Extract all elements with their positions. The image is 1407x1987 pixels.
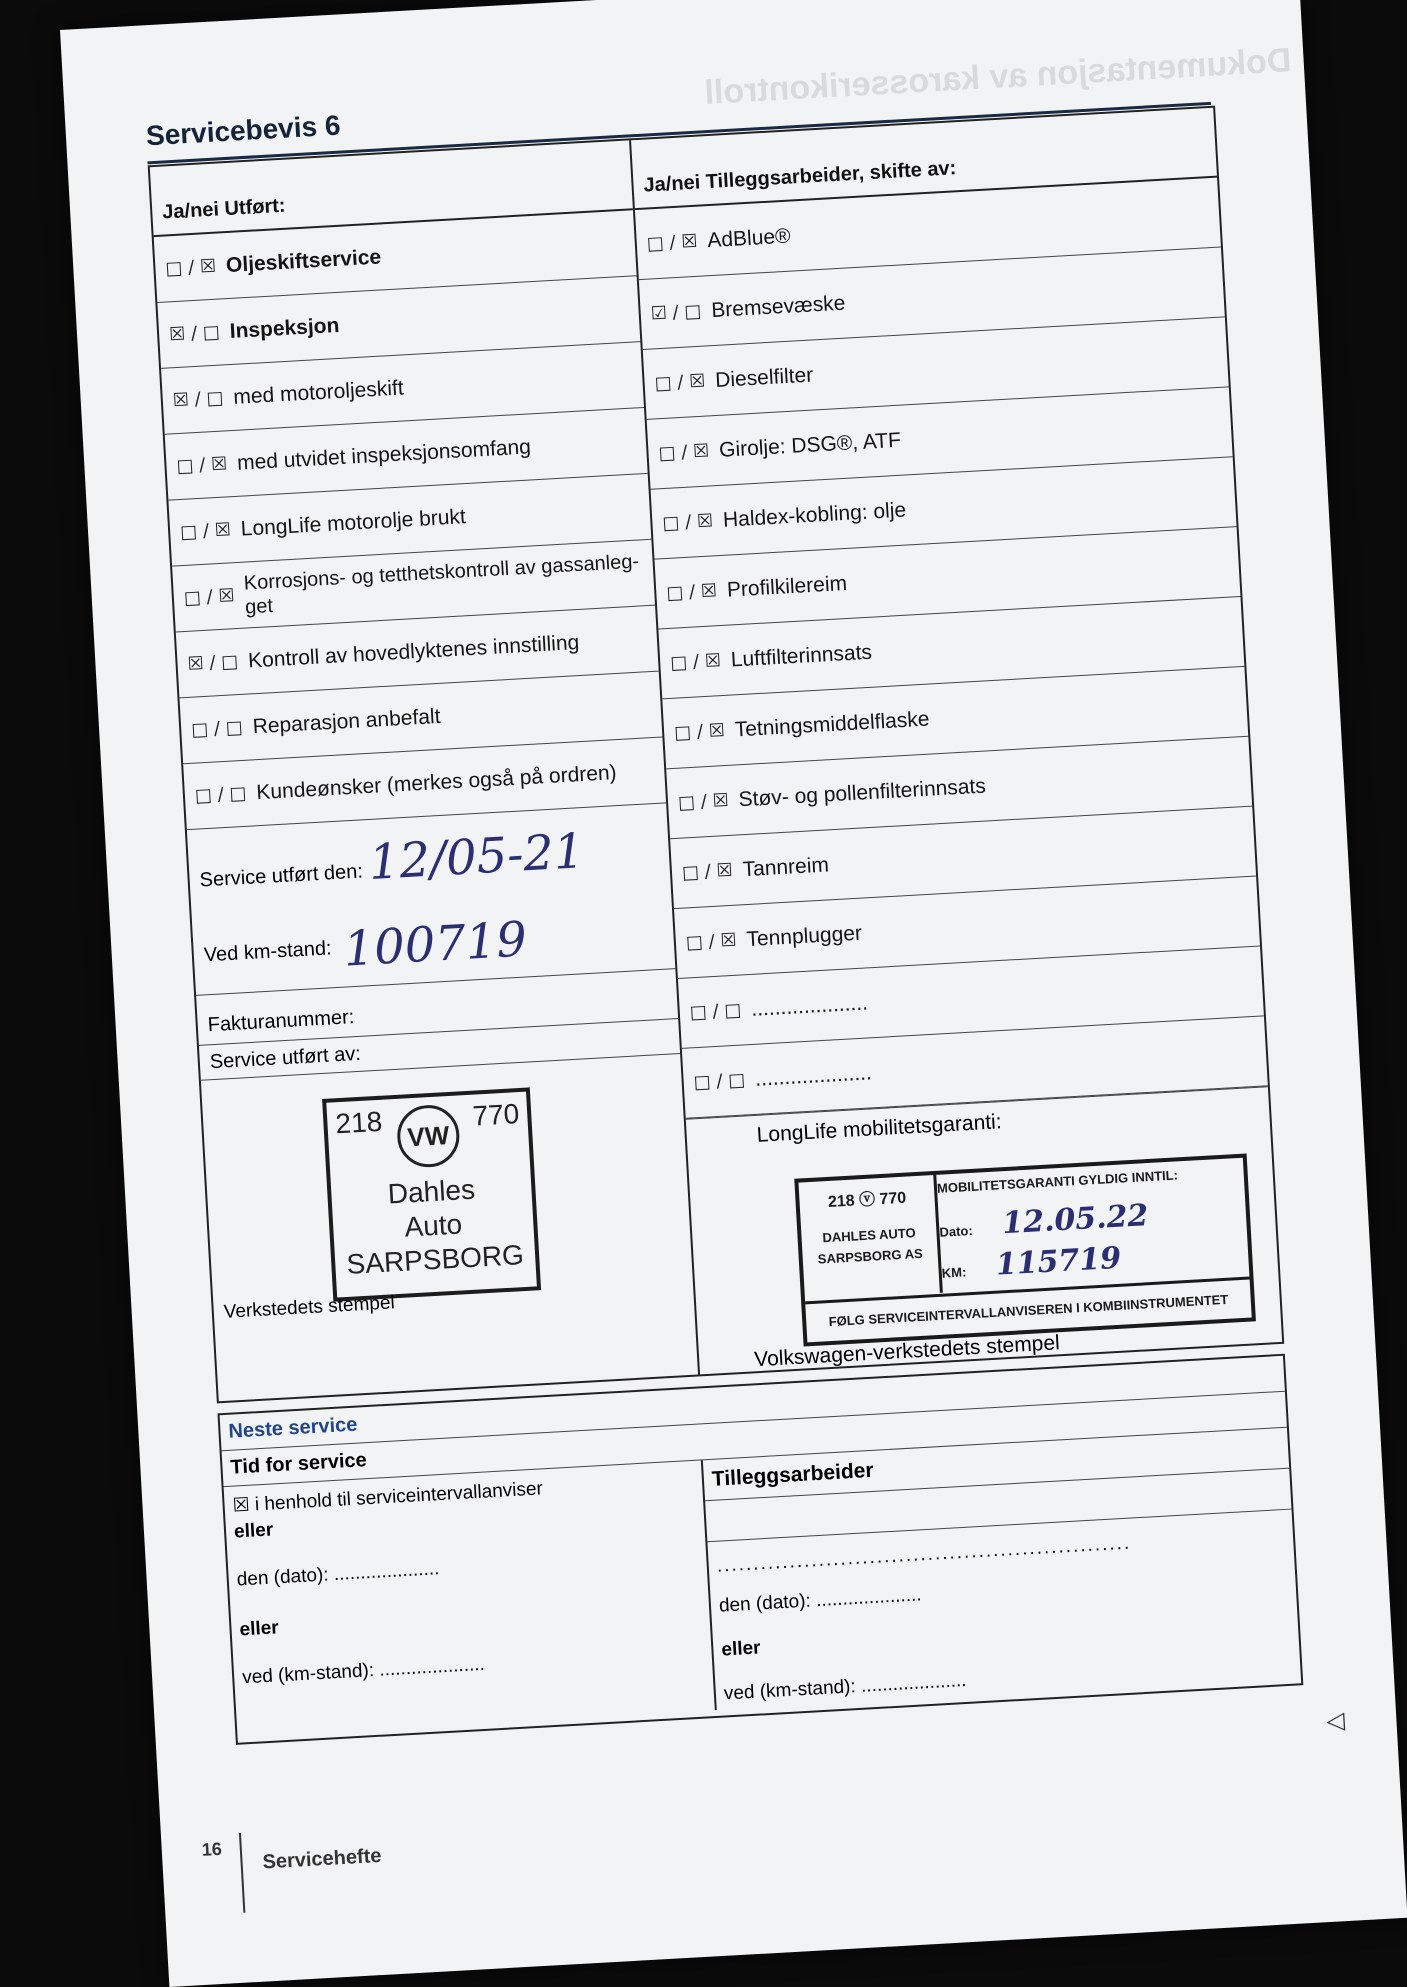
yes-no-checkboxes[interactable]: ☒ / □	[168, 321, 221, 346]
left-row-label: med utvidet inspeksjonsomfang	[236, 434, 532, 475]
left-row-label: Inspeksjon	[229, 313, 340, 343]
yes-no-checkboxes[interactable]: □ / ☒	[669, 650, 722, 674]
interval-option[interactable]: ☒ i henhold til serviceintervallanviser	[232, 1478, 544, 1517]
mob-stamp-footer: FØLG SERVICEINTERVALLANVISEREN I KOMBIINSTRUMENTET	[805, 1277, 1252, 1343]
bleed-through-text: Dokumentasjon av karosserikontroll	[703, 41, 1293, 113]
yes-no-checkboxes[interactable]: ☑ / □	[650, 300, 702, 325]
left-row-label: Korrosjons- og tetthetskontroll av gassanleg-get	[243, 550, 640, 619]
left-row-label: Reparasjon anbefalt	[252, 704, 442, 738]
stamp-number-left: 218	[334, 1105, 383, 1140]
mob-stamp-nums: 218 ⓥ 770	[827, 1189, 907, 1211]
right-row-label: Støv- og pollenfilterinnsats	[738, 774, 987, 811]
next-km-field[interactable]: ved (km-stand): ....................	[241, 1653, 486, 1689]
right-row-label: Tennplugger	[745, 921, 863, 951]
right-row-label: ....................	[754, 1060, 873, 1091]
stamp-line-3: SARPSBORG	[345, 1239, 525, 1280]
left-row-label: LongLife motorolje brukt	[240, 504, 467, 541]
left-row-label: med motoroljeskift	[232, 375, 405, 409]
next-service-section	[217, 1354, 1303, 1745]
mobility-stamp	[794, 1154, 1256, 1347]
yes-no-checkboxes[interactable]: □ / ☒	[183, 585, 236, 609]
left-row-label: Kundeønsker (merkes også på ordren)	[255, 760, 618, 804]
yes-no-checkboxes[interactable]: ☒ / □	[172, 387, 225, 412]
right-row-label: Dieselfilter	[714, 363, 814, 392]
invoice-label: Fakturanummer:	[207, 1006, 355, 1037]
mobility-guarantee-area	[686, 1086, 1282, 1374]
yes-no-checkboxes[interactable]: □ / ☒	[661, 510, 714, 535]
yes-no-checkboxes[interactable]: ☒ / □	[187, 651, 239, 675]
mob-km-label: KM:	[941, 1264, 967, 1281]
page-title: Servicebevis 6	[145, 109, 342, 152]
yes-no-checkboxes[interactable]: □ / □	[689, 999, 742, 1024]
performed-header: Ja/nei Utført:	[150, 140, 633, 237]
or-label-1: eller	[233, 1519, 274, 1543]
yes-no-checkboxes[interactable]: □ / ☒	[654, 370, 706, 395]
next-date-field[interactable]: den (dato): ....................	[236, 1558, 440, 1591]
page-turn-arrow-icon: ◁	[1325, 1706, 1346, 1735]
yes-no-checkboxes[interactable]: □ / □	[190, 716, 244, 741]
left-row-label: Kontroll av hovedlyktenes innstilling	[247, 630, 580, 672]
stamp-number-right: 770	[471, 1098, 521, 1132]
yes-no-checkboxes[interactable]: □ / □	[194, 782, 248, 807]
mob-km-value[interactable]: 115719	[994, 1240, 1122, 1283]
service-date-value[interactable]: 12/05-21	[367, 823, 586, 892]
extra-date-field[interactable]: den (dato): ....................	[718, 1584, 923, 1617]
mob-date-value[interactable]: 12.05.22	[1001, 1198, 1150, 1242]
right-row-label: Tannreim	[741, 852, 830, 881]
mob-stamp-dealer-2: SARPSBORG AS	[817, 1245, 924, 1267]
performed-by-label: Service utført av:	[209, 1042, 362, 1074]
right-row-label: AdBlue®	[706, 224, 792, 252]
performed-column	[150, 140, 700, 1401]
right-row-label: Tetningsmiddelflaske	[734, 707, 931, 741]
left-row-label: Oljeskiftservice	[225, 244, 382, 277]
mob-stamp-heading: MOBILITETSGARANTI GYLDIG INNTIL:	[936, 1167, 1179, 1196]
vw-logo-icon: VW	[396, 1103, 461, 1168]
dealer-stamp	[322, 1087, 541, 1301]
mob-date-label: Dato:	[939, 1222, 974, 1240]
right-row-label: ....................	[750, 990, 869, 1021]
yes-no-checkboxes[interactable]: □ / ☒	[665, 580, 718, 605]
extra-km-field[interactable]: ved (km-stand): ....................	[723, 1669, 967, 1705]
right-row-label: Girolje: DSG®, ATF	[718, 428, 902, 462]
yes-no-checkboxes[interactable]: □ / ☒	[179, 519, 232, 544]
right-row-label: Luftfilterinnsats	[730, 640, 873, 672]
service-time-title: Tid for service	[222, 1392, 1287, 1487]
longlife-label: LongLife mobilitetsgaranti:	[756, 1110, 1003, 1147]
extra-or-label: eller	[720, 1637, 762, 1661]
yes-no-checkboxes[interactable]: □ / ☒	[175, 453, 228, 478]
next-service-title: Neste service	[220, 1356, 1285, 1451]
yes-no-checkboxes[interactable]: □ / ☒	[673, 719, 726, 744]
yes-no-checkboxes[interactable]: □ / ☒	[677, 789, 730, 814]
footer-divider	[239, 1833, 245, 1913]
page-number: 16	[201, 1838, 223, 1860]
booklet-name: Servicehefte	[261, 1844, 383, 1874]
right-row-label: Bremsevæske	[710, 291, 846, 322]
stamp-line-2: Auto	[403, 1208, 463, 1243]
right-row-label: Haldex-kobling: olje	[722, 498, 907, 532]
extra-work-line[interactable]: .........................................................	[716, 1532, 1132, 1577]
additional-work-column	[631, 108, 1282, 1375]
yes-no-checkboxes[interactable]: □ / ☒	[681, 859, 734, 884]
yes-no-checkboxes[interactable]: □ / ☒	[646, 230, 699, 255]
vw-stamp-label: Volkswagen-verkstedets stempel	[753, 1331, 1061, 1372]
service-details	[187, 803, 680, 1080]
service-form	[148, 106, 1285, 1404]
workshop-stamp-area	[201, 1054, 694, 1335]
yes-no-checkboxes[interactable]: □ / ☒	[164, 255, 217, 280]
extra-work-header: Tilleggsarbeider	[703, 1428, 1289, 1502]
yes-no-checkboxes[interactable]: □ / ☒	[658, 440, 710, 465]
stamp-line-1: Dahles	[387, 1173, 476, 1210]
km-label: Ved km-stand:	[203, 937, 333, 967]
additional-work-header: Ja/nei Tilleggsarbeider, skifte av:	[631, 108, 1217, 210]
workshop-stamp-label: Verkstedets stempel	[223, 1292, 396, 1323]
service-booklet-page	[60, 0, 1407, 1987]
mob-stamp-dealer-1: DAHLES AUTO	[822, 1225, 916, 1246]
right-row-label: Profilkilereim	[726, 571, 848, 602]
km-value[interactable]: 100719	[342, 911, 529, 978]
service-date-label: Service utført den:	[199, 860, 364, 892]
yes-no-checkboxes[interactable]: □ / □	[693, 1069, 746, 1094]
yes-no-checkboxes[interactable]: □ / ☒	[685, 929, 738, 954]
or-label-2: eller	[239, 1617, 280, 1641]
